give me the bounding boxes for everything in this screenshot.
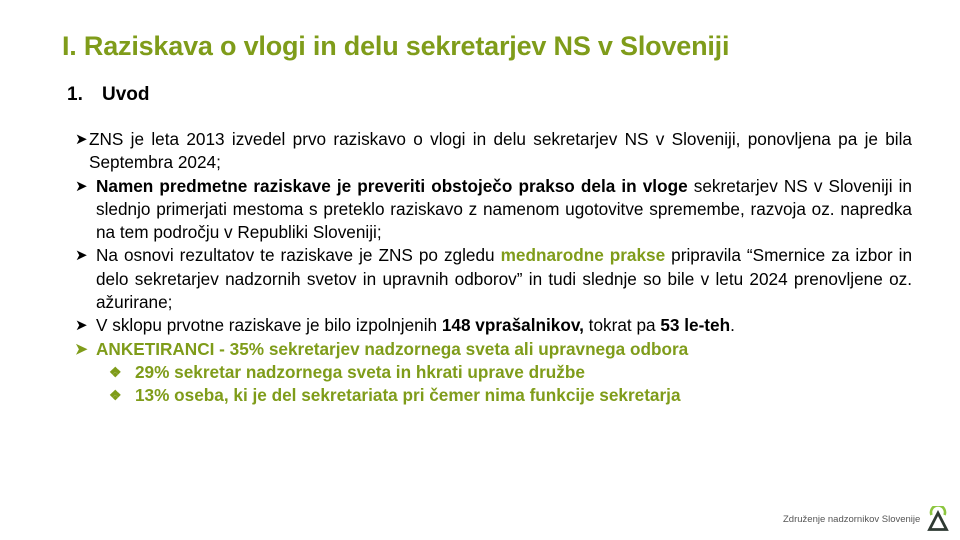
sub-bullet-text: 13% oseba, ki je del sekretariata pri čemer nima funkcije sekretarja bbox=[135, 385, 681, 406]
bullet-text: ANKETIRANCI - 35% sekretarjev nadzornega sveta ali upravnega odbora bbox=[96, 338, 689, 359]
arrowhead-bullet-icon: ➤ bbox=[75, 317, 88, 335]
diamond-bullet-icon: ❖ bbox=[109, 387, 122, 404]
sub-bullet-text: 29% sekretar nadzornega sveta in hkrati uprave družbe bbox=[135, 361, 585, 382]
bullet-text: . bbox=[730, 315, 735, 336]
bullet-item bbox=[75, 244, 912, 314]
sub-bullet-item bbox=[75, 361, 912, 384]
bullet-text: Na osnovi rezultatov te raziskave je ZNS po zgledu bbox=[96, 245, 501, 266]
bullet-bold-text: 148 vprašalnikov, bbox=[441, 315, 584, 336]
bullet-bold-text: 53 le-teh bbox=[660, 315, 731, 336]
bullet-text: ZNS je leta 2013 izvedel prvo raziskavo o vlogi in delu sekretarjev NS v Sloveniji, ponovljena pa je bila Septembra 2024; bbox=[89, 129, 912, 173]
bullet-text: tokrat pa bbox=[583, 315, 661, 336]
zns-logo-icon bbox=[927, 506, 949, 532]
arrowhead-bullet-icon: ➤ bbox=[75, 247, 88, 265]
arrowhead-bullet-icon: ➤ bbox=[75, 177, 88, 195]
section-title: Uvod bbox=[102, 84, 150, 105]
section-heading bbox=[67, 84, 150, 106]
arrowhead-bullet-icon: ➤ bbox=[75, 340, 88, 358]
bullet-item bbox=[75, 314, 912, 337]
section-number: 1. bbox=[67, 84, 83, 105]
bullet-text: sekretarjev NS v Sloveniji in slednjo primerjati mestoma s preteklo raziskavo z namenom ugotovitve spremembe, razvoja oz. napredka na tem področju v Republiki Sloveniji; bbox=[96, 175, 912, 243]
bullet-list bbox=[75, 128, 912, 408]
bullet-item bbox=[75, 175, 912, 245]
bullet-highlight: mednarodne prakse bbox=[500, 245, 666, 266]
bullet-text: pripravila “Smernice za izbor in delo sekretarjev nadzornih svetov in upravnih odborov” in tudi slednje so bile v letu 2024 prenovljene oz. ažurirane; bbox=[96, 245, 913, 313]
bullet-text: V sklopu prvotne raziskave je bilo izpolnjenih bbox=[96, 315, 442, 336]
bullet-bold-text: Namen predmetne raziskave je preveriti obstoječo prakso dela in vloge bbox=[96, 175, 688, 196]
diamond-bullet-icon: ❖ bbox=[109, 363, 122, 380]
arrowhead-bullet-icon: ➤ bbox=[75, 131, 88, 148]
footer-organization: Združenje nadzornikov Slovenije bbox=[783, 514, 921, 525]
slide-title: I. Raziskava o vlogi in delu sekretarjev NS v Sloveniji bbox=[62, 31, 730, 61]
bullet-item bbox=[75, 128, 912, 175]
bullet-item-respondents bbox=[75, 338, 912, 361]
sub-bullet-item bbox=[75, 384, 912, 407]
